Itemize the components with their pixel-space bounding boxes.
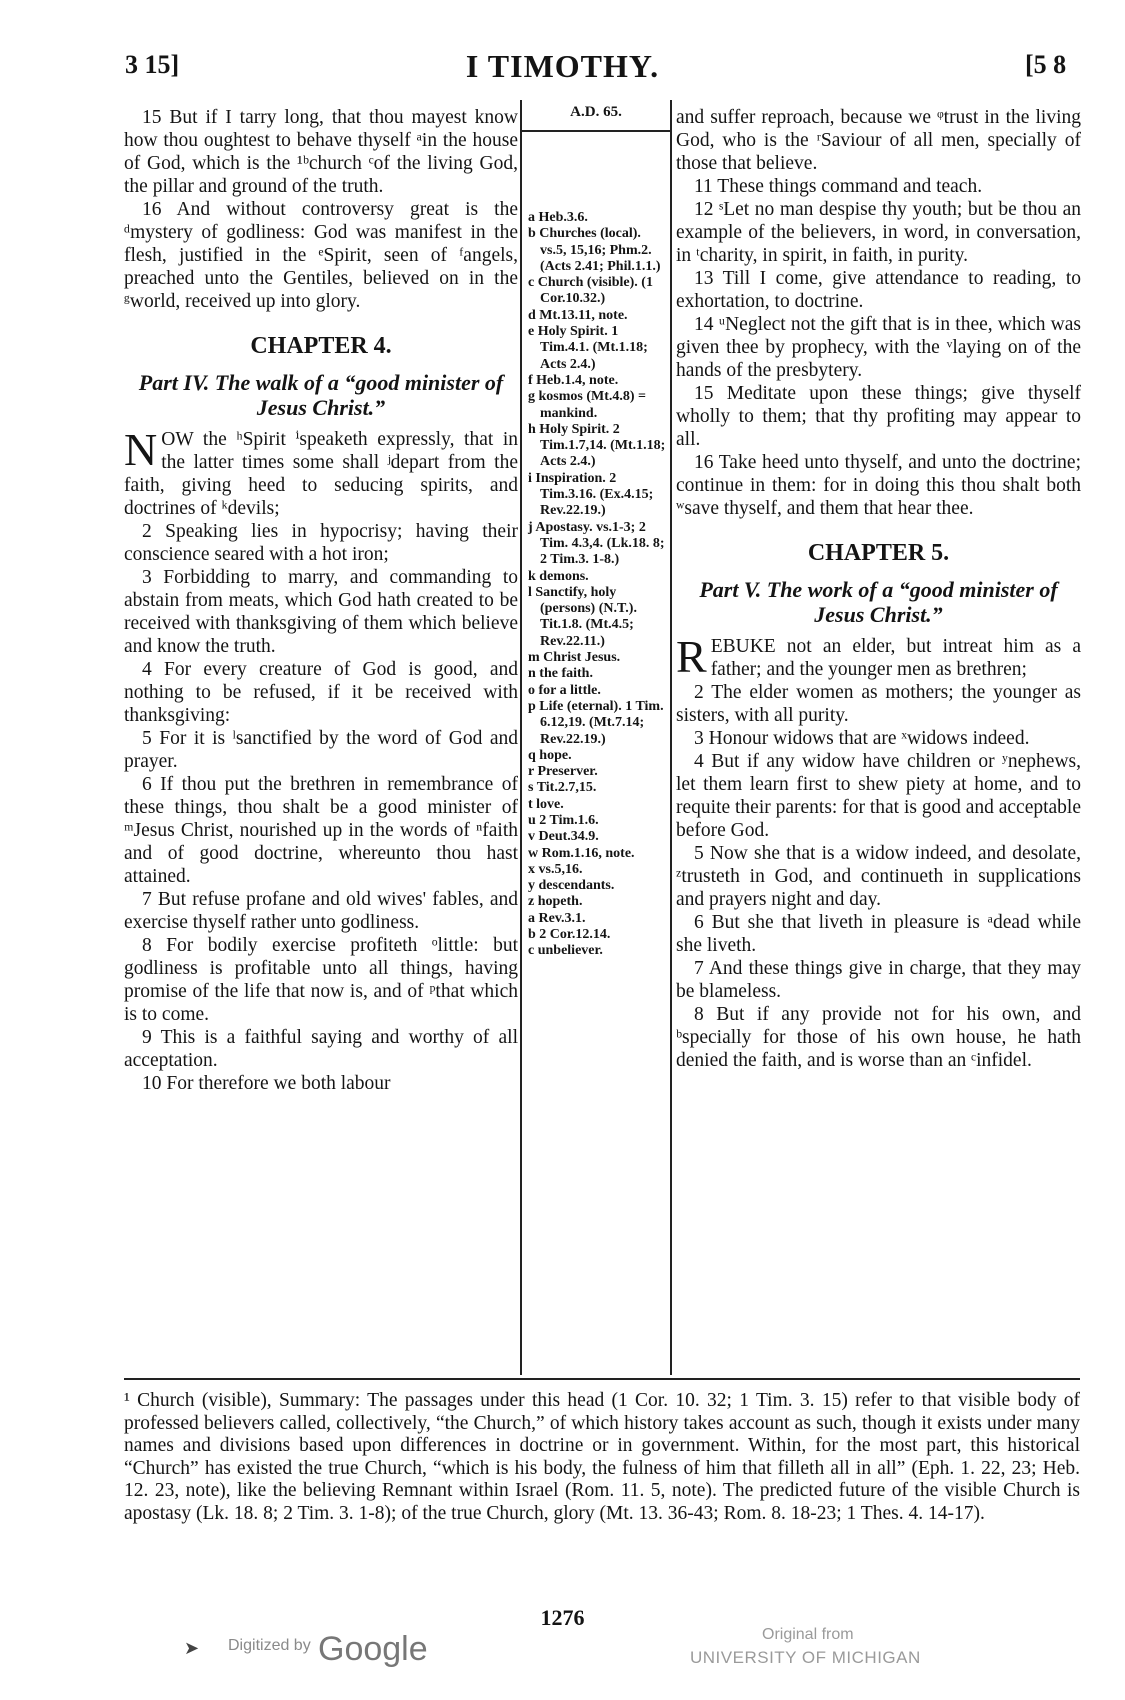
cross-reference: z hopeth. (528, 894, 583, 910)
cross-reference: c Church (visible). (1 Cor.10.32.) (528, 275, 653, 307)
verse-4-13: 13 Till I come, give attendance to reading, to exhortation, to doctrine. (676, 268, 1081, 312)
verse-4-7: 7 But refuse profane and old wives' fables, and exercise thyself rather unto godliness. (124, 889, 518, 933)
cross-reference: n the faith. (528, 666, 593, 682)
verse-4-9: 9 This is a faithful saying and worthy of all acceptation. (124, 1027, 518, 1071)
cursor-arrow-icon: ➤ (184, 1638, 200, 1658)
column-rule-left (520, 100, 522, 1375)
verse-5-8: 8 But if any provide not for his own, and ᵇspecially for those of his own house, he hath denied the faith, and is worse than an ᶜinfidel. (676, 1004, 1081, 1071)
column-rule-right (670, 100, 672, 1375)
cross-reference: a Rev.3.1. (528, 910, 586, 926)
cross-reference: u 2 Tim.1.6. (528, 812, 599, 828)
digitized-by-label: Digitized by (228, 1637, 311, 1654)
right-text-column (676, 106, 1081, 1072)
verse-4-5: 5 For it is ˡsanctified by the word of God and prayer. (124, 728, 518, 772)
cross-reference: r Preserver. (528, 764, 598, 780)
cross-reference: p Life (eternal). 1 Tim. 6.12,19. (Mt.7.14; Rev.22.19.) (528, 698, 664, 747)
left-text-column (124, 106, 518, 1095)
verse-4-6: 6 If thou put the brethren in remembrance of these things, thou shalt be a good minister of ᵐJesus Christ, nourished up in the words of ⁿfaith and of good doctrine, whereunto thou hast attained. (124, 774, 518, 887)
verse-3-16: 16 And without controversy great is the ᵈmystery of godliness: God was manifest in the flesh, justified in the ᵉSpirit, seen of ᶠangels, preached unto the Gentiles, believed on in the ᵍworld, received up into glory. (124, 199, 518, 312)
cross-reference: d Mt.13.11, note. (528, 307, 628, 323)
footnote-rule (124, 1378, 1080, 1380)
verse-4-8: 8 For bodily exercise profiteth ᵒlittle: but godliness is profitable unto all things, having promise of the life that now is, and of ᵖthat which is to come. (124, 935, 518, 1025)
verse-4-1 (124, 424, 518, 520)
cross-reference: b 2 Cor.12.14. (528, 927, 611, 943)
middle-heading-rule (520, 130, 672, 132)
cross-reference: i Inspiration. 2 Tim.3.16. (Ex.4.15; Rev.22.19.) (528, 470, 654, 519)
verse-4-16: 16 Take heed unto thyself, and unto the doctrine; continue in them: for in doing this thou shalt both ʷsave thyself, and them that hear thee. (676, 452, 1081, 519)
cross-reference: j Apostasy. vs.1-3; 2 Tim. 4.3,4. (Lk.18. 8; 2 Tim.3. 1-8.) (528, 519, 665, 568)
footnote: ¹ Church (visible), Summary: The passages under this head (1 Cor. 10. 32; 1 Tim. 3. 15) refer to that visible body of professed believers called, collectively, “the Church,” of which history takes account as such, though it exists under many names and divisions based upon differences in doctrine or in government. Within, for the most part, this historical “Church” has existed the true Church, “which is his body, the fulness of him that filleth all in all” (Eph. 1. 22, 23; Heb. 12. 23, note), like the believing Remnant within Israel (Rom. 11. 5, note). The predicted future of the visible Church is apostasy (Lk. 18. 8; 2 Tim. 3. 1-8); of the true Church, glory (Mt. 13. 36-43; Rom. 8. 18-23; 1 Thes. 4. 14-17). (124, 1390, 1080, 1524)
cross-reference: y descendants. (528, 878, 615, 894)
verse-4-3: 3 Forbidding to marry, and commanding to abstain from meats, which God hath created to be received with thanksgiving of them which believe and know the truth. (124, 567, 518, 657)
verse-4-10-continued: and suffer reproach, because we ᵠtrust in the living God, who is the ʳSaviour of all men, specially of those that believe. (676, 107, 1081, 174)
middle-reference-column (524, 104, 668, 120)
verse-5-6: 6 But she that liveth in pleasure is ᵃdead while she liveth. (676, 912, 1081, 956)
cross-reference: g kosmos (Mt.4.8) = mankind. (528, 389, 647, 421)
chapter-4-heading: CHAPTER 4. (250, 333, 392, 359)
date-heading: A.D. 65. (570, 104, 622, 120)
original-from-label: Original from (762, 1626, 854, 1643)
part-4-heading: Part IV. The walk of a “good minister of Jesus Christ.” (138, 370, 504, 420)
verse-3-15: 15 But if I tarry long, that thou mayest know how thou oughtest to behave thyself ᵃin the house of God, which is the ¹ᵇchurch ᶜof the living God, the pillar and ground of the truth. (124, 107, 518, 197)
chapter-5-heading: CHAPTER 5. (807, 540, 950, 566)
cross-reference: m Christ Jesus. (528, 650, 621, 666)
cross-reference: v Deut.34.9. (528, 829, 599, 845)
cross-reference: f Heb.1.4, note. (528, 372, 619, 388)
verse-5-2: 2 The elder women as mothers; the younger as sisters, with all purity. (676, 682, 1081, 726)
cross-reference: b Churches (local). vs.5, 15,16; Phm.2. (Acts 2.41; Phil.1.1.) (528, 226, 661, 274)
verse-5-7: 7 And these things give in charge, that they may be blameless. (676, 958, 1081, 1002)
drop-cap-r: R (676, 631, 707, 682)
part-5-heading: Part V. The work of a “good minister of Jesus Christ.” (699, 577, 1058, 627)
cross-reference: l Sanctify, holy (persons) (N.T.). Tit.1.8. (Mt.4.5; Rev.22.11.) (528, 584, 637, 649)
verse-4-10: 10 For therefore we both labour (142, 1073, 391, 1094)
verse-5-4: 4 But if any widow have children or ʸnephews, let them learn first to shew piety at home, and to requite their parents: for that is good and acceptable before God. (676, 751, 1082, 841)
verse-4-2: 2 Speaking lies in hypocrisy; having their conscience seared with a hot iron; (124, 521, 518, 565)
cross-reference: w Rom.1.16, note. (528, 845, 635, 861)
running-header-right: [5 8 (1025, 50, 1067, 79)
cross-reference: s Tit.2.7,15. (528, 780, 597, 796)
google-logo: Google (318, 1630, 428, 1668)
cross-reference-list (528, 210, 666, 960)
cross-reference: c unbeliever. (528, 943, 603, 959)
verse-4-12: 12 ˢLet no man despise thy youth; but be thou an example of the believers, in word, in conversation, in ᵗcharity, in spirit, in faith, in purity. (676, 199, 1081, 266)
verse-5-1-text: EBUKE not an elder, but intreat him as a father; and the younger men as brethren; (710, 636, 1081, 680)
running-header-left: 3 15] (125, 50, 180, 79)
verse-4-15: 15 Meditate upon these things; give thyself wholly to them; that thy profiting may appear to all. (676, 383, 1081, 450)
cross-reference: a Heb.3.6. (528, 210, 588, 225)
verse-4-14: 14 ᵘNeglect not the gift that is in thee, which was given thee by prophecy, with the ᵛlaying on of the hands of the presbytery. (676, 314, 1081, 381)
cross-reference: e Holy Spirit. 1 Tim.4.1. (Mt.1.18; Acts 2.4.) (528, 324, 648, 372)
verse-5-1 (676, 631, 1081, 682)
verse-5-5: 5 Now she that is a widow indeed, and desolate, ᶻtrusteth in God, and continueth in supplications and prayers night and day. (676, 843, 1081, 910)
library-name: UNIVERSITY OF MICHIGAN (690, 1648, 921, 1667)
verse-4-4: 4 For every creature of God is good, and nothing to be refused, if it be received with thanksgiving: (124, 659, 518, 726)
cross-reference: k demons. (528, 568, 589, 584)
verse-4-11: 11 These things command and teach. (694, 176, 983, 197)
cross-reference: t love. (528, 796, 564, 812)
cross-reference: x vs.5,16. (528, 861, 583, 877)
page-number: 1276 (540, 1605, 585, 1630)
cross-reference: o for a little. (528, 682, 601, 698)
book-title: I TIMOTHY. (465, 48, 660, 84)
cross-reference: q hope. (528, 747, 572, 763)
drop-cap-n: N (124, 424, 158, 475)
verse-5-3: 3 Honour widows that are ˣwidows indeed. (694, 728, 1030, 749)
cross-reference: h Holy Spirit. 2 Tim.1.7,14. (Mt.1.18; Acts 2.4.) (528, 421, 666, 470)
verse-4-1-text: OW the ʰSpirit ⁱspeaketh expressly, that in the latter times some shall ʲdepart from the faith, giving heed to seducing spirits, and doctrines of ᵏdevils; (124, 429, 518, 519)
